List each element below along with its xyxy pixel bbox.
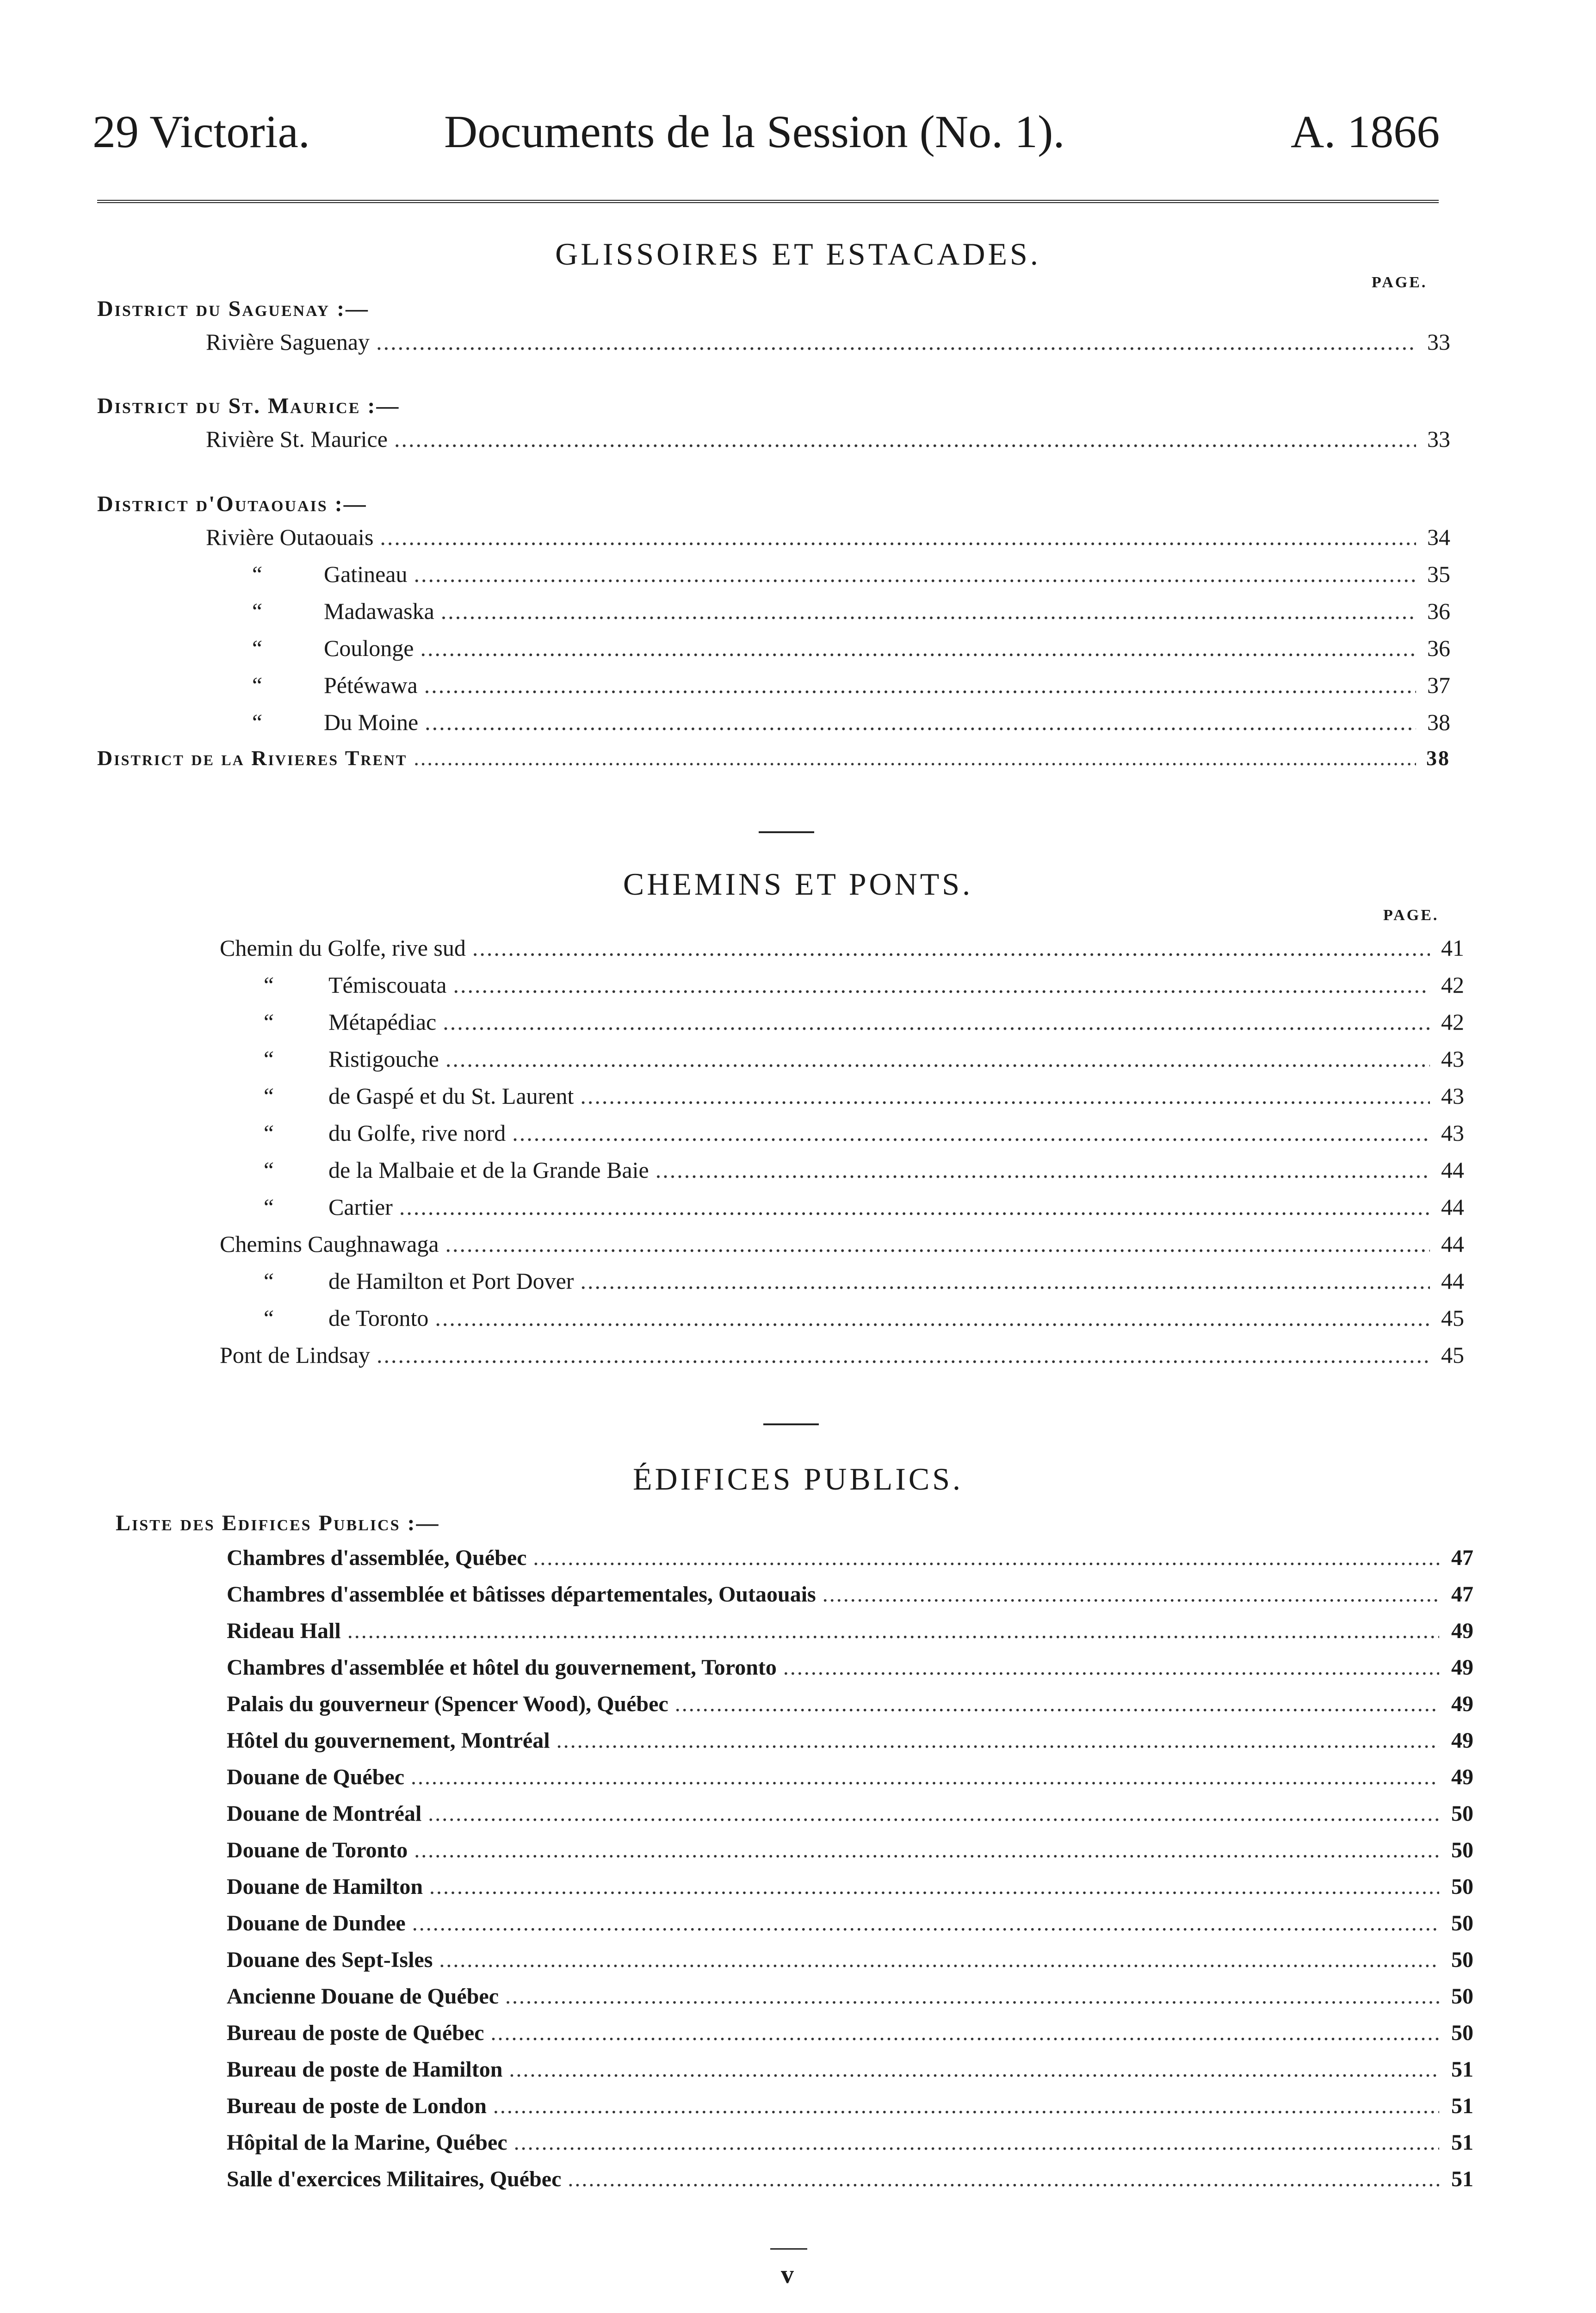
ditto-mark: “ <box>261 1083 274 1109</box>
entry-page: 34 <box>1427 524 1450 550</box>
entry-page: 33 <box>1427 329 1450 355</box>
toc-entry <box>227 1728 1473 1765</box>
ditto-mark: “ <box>261 1046 274 1072</box>
entry-page: 43 <box>1441 1083 1464 1109</box>
entry-label: Chambres d'assemblée et hôtel du gouvernement, Toronto <box>227 1655 777 1680</box>
toc-entry <box>261 971 1464 1008</box>
toc-entry <box>206 524 1450 561</box>
toc-entry <box>227 2057 1473 2094</box>
leader-dots <box>435 1305 1430 1331</box>
entry-label: Palais du gouverneur (Spencer Wood), Québec <box>227 1692 668 1716</box>
toc-entry <box>227 2093 1473 2130</box>
toc-entry <box>227 1911 1473 1948</box>
toc-entry <box>220 1231 1464 1268</box>
entry-page: 44 <box>1441 1157 1464 1183</box>
section-divider <box>763 1423 819 1425</box>
entry-page: 44 <box>1441 1194 1464 1220</box>
entry-label: Douane de Hamilton <box>227 1874 423 1899</box>
entry-page: 51 <box>1451 2167 1473 2191</box>
toc-entry <box>261 1194 1464 1231</box>
entry-page: 49 <box>1451 1765 1473 1789</box>
leader-dots <box>424 672 1416 699</box>
leader-dots <box>394 426 1416 452</box>
entry-label: Douane de Dundee <box>227 1911 406 1936</box>
toc-entry <box>261 1305 1464 1342</box>
district-saguenay-heading: District du Saguenay :— <box>97 297 370 321</box>
entry-label: Pont de Lindsay <box>220 1342 370 1368</box>
toc-entry <box>227 1691 1473 1728</box>
toc-entry <box>227 2166 1473 2203</box>
entry-page: 44 <box>1441 1268 1464 1294</box>
ditto-mark: “ <box>250 598 263 624</box>
entry-page: 38 <box>1426 746 1450 770</box>
leader-dots <box>399 1194 1430 1220</box>
entry-label: de la Malbaie et de la Grande Baie <box>328 1157 649 1183</box>
leader-dots <box>509 2057 1439 2082</box>
page-column-label: PAGE. <box>1383 907 1439 924</box>
ditto-mark: “ <box>261 1194 274 1220</box>
toc-entry <box>261 1119 1464 1156</box>
entry-page: 50 <box>1451 1948 1473 1972</box>
entry-page: 49 <box>1451 1728 1473 1753</box>
ditto-mark: “ <box>261 1305 274 1331</box>
header-session-year: 29 Victoria. <box>93 106 310 157</box>
toc-entry <box>261 1268 1464 1305</box>
entry-label: Ancienne Douane de Québec <box>227 1984 499 2009</box>
entry-label: Cartier <box>328 1194 393 1220</box>
entry-label: Douane de Toronto <box>227 1838 408 1862</box>
entry-label: Pétéwawa <box>324 672 418 698</box>
entry-page: 45 <box>1441 1342 1464 1368</box>
entry-label: Ristigouche <box>328 1046 439 1072</box>
entry-page: 49 <box>1451 1655 1473 1680</box>
leader-dots <box>472 934 1430 961</box>
toc-entry <box>250 561 1450 598</box>
leader-dots <box>414 746 1416 770</box>
leader-dots <box>512 1119 1430 1146</box>
entry-label: Chambres d'assemblée, Québec <box>227 1546 527 1570</box>
toc-entry <box>97 746 1450 783</box>
leader-dots <box>412 1911 1439 1936</box>
entry-page: 49 <box>1451 1692 1473 1716</box>
toc-entry <box>220 934 1464 971</box>
leader-dots <box>490 2020 1439 2046</box>
ditto-mark: “ <box>250 635 263 661</box>
entry-page: 38 <box>1427 709 1450 735</box>
entry-label: Rivière Saguenay <box>206 329 370 355</box>
entry-label: Rivière Outaouais <box>206 524 374 550</box>
entry-page: 50 <box>1451 1874 1473 1899</box>
entry-page: 50 <box>1451 1801 1473 1826</box>
entry-page: 43 <box>1441 1120 1464 1146</box>
leader-dots <box>439 1947 1439 1973</box>
leader-dots <box>514 2130 1439 2155</box>
entry-page: 47 <box>1451 1546 1473 1570</box>
leader-dots <box>414 561 1416 588</box>
ditto-mark: “ <box>261 1157 274 1183</box>
page-column-label: PAGE. <box>1372 274 1428 291</box>
ditto-mark: “ <box>261 972 274 998</box>
entry-page: 49 <box>1451 1619 1473 1643</box>
section-divider <box>759 831 814 833</box>
leader-dots <box>347 1618 1439 1644</box>
leader-dots <box>580 1268 1430 1294</box>
leader-dots <box>441 598 1416 625</box>
toc-entry <box>227 1764 1473 1801</box>
section-title-glissoires: GLISSOIRES ET ESTACADES. <box>555 236 1041 272</box>
toc-entry <box>261 1008 1464 1045</box>
entry-label: Chemins Caughnawaga <box>220 1231 439 1257</box>
entry-label: Hôtel du gouvernement, Montréal <box>227 1728 550 1753</box>
leader-dots <box>445 1045 1430 1072</box>
toc-entry <box>261 1045 1464 1082</box>
ditto-mark: “ <box>250 672 263 698</box>
header-rule <box>97 200 1439 203</box>
leader-dots <box>453 971 1430 998</box>
district-st-maurice-heading: District du St. Maurice :— <box>97 394 400 418</box>
section-title-chemins: CHEMINS ET PONTS. <box>623 866 973 902</box>
leader-dots <box>428 1801 1439 1826</box>
entry-label: Métapédiac <box>328 1009 437 1035</box>
toc-entry <box>227 1874 1473 1911</box>
district-trent-heading: District de la Rivieres Trent <box>97 746 408 770</box>
leader-dots <box>505 1984 1439 2009</box>
entry-label: Chambres d'assemblée et bâtisses départementales, Outaouais <box>227 1582 816 1607</box>
entry-label: Douane des Sept-Isles <box>227 1948 433 1972</box>
entry-label: de Gaspé et du St. Laurent <box>328 1083 574 1109</box>
entry-label: Gatineau <box>324 561 408 587</box>
entry-label: Témiscouata <box>328 972 447 998</box>
ditto-mark: “ <box>261 1009 274 1035</box>
toc-entry <box>261 1156 1464 1194</box>
district-outaouais-heading: District d'Outaouais :— <box>97 492 367 516</box>
leader-dots <box>675 1691 1439 1717</box>
entry-page: 42 <box>1441 1009 1464 1035</box>
ditto-mark: “ <box>261 1120 274 1146</box>
toc-entry <box>227 2130 1473 2167</box>
list-heading-edifices: Liste des Edifices Publics :— <box>116 1511 440 1535</box>
footer-rule <box>770 2248 807 2250</box>
toc-entry <box>227 2020 1473 2057</box>
entry-label: Rivière St. Maurice <box>206 426 388 452</box>
entry-label: Du Moine <box>324 709 419 735</box>
toc-entry <box>227 1984 1473 2021</box>
toc-entry <box>220 1342 1464 1379</box>
entry-page: 51 <box>1451 2057 1473 2082</box>
leader-dots <box>656 1156 1430 1183</box>
ditto-mark: “ <box>250 561 263 587</box>
entry-page: 36 <box>1427 598 1450 624</box>
entry-page: 50 <box>1451 2021 1473 2045</box>
entry-label: Salle d'exercices Militaires, Québec <box>227 2167 562 2191</box>
page-folio: v <box>781 2260 794 2289</box>
entry-label: de Toronto <box>328 1305 429 1331</box>
toc-entry <box>227 1801 1473 1838</box>
entry-label: Bureau de poste de Hamilton <box>227 2057 503 2082</box>
entry-page: 37 <box>1427 672 1450 698</box>
toc-entry <box>227 1618 1473 1655</box>
entry-page: 41 <box>1441 935 1464 961</box>
entry-page: 51 <box>1451 2130 1473 2155</box>
entry-page: 43 <box>1441 1046 1464 1072</box>
leader-dots <box>425 709 1416 736</box>
leader-dots <box>376 328 1416 355</box>
entry-label: du Golfe, rive nord <box>328 1120 506 1146</box>
ditto-mark: “ <box>250 709 263 735</box>
leader-dots <box>445 1231 1430 1257</box>
entry-page: 44 <box>1441 1231 1464 1257</box>
entry-label: Coulonge <box>324 635 414 661</box>
entry-page: 50 <box>1451 1984 1473 2009</box>
section-title-edifices: ÉDIFICES PUBLICS. <box>632 1461 964 1497</box>
leader-dots <box>414 1837 1439 1863</box>
header-year: A. 1866 <box>1291 106 1440 157</box>
leader-dots <box>411 1764 1439 1790</box>
entry-page: 36 <box>1427 635 1450 661</box>
leader-dots <box>420 635 1416 662</box>
ditto-mark: “ <box>261 1268 274 1294</box>
entry-page: 42 <box>1441 972 1464 998</box>
entry-page: 35 <box>1427 561 1450 587</box>
entry-page: 50 <box>1451 1911 1473 1936</box>
entry-page: 33 <box>1427 426 1450 452</box>
toc-entry <box>261 1082 1464 1119</box>
leader-dots <box>533 1545 1439 1571</box>
entry-label: Bureau de poste de Québec <box>227 2021 484 2045</box>
leader-dots <box>568 2166 1439 2192</box>
toc-entry <box>250 709 1450 746</box>
toc-entry <box>250 672 1450 709</box>
leader-dots <box>493 2093 1439 2119</box>
entry-label: Douane de Québec <box>227 1765 404 1789</box>
toc-entry <box>206 426 1450 463</box>
entry-label: de Hamilton et Port Dover <box>328 1268 574 1294</box>
toc-entry <box>250 598 1450 635</box>
toc-entry <box>227 1582 1473 1619</box>
leader-dots <box>429 1874 1439 1899</box>
toc-entry <box>250 635 1450 672</box>
entry-label: Madawaska <box>324 598 434 624</box>
leader-dots <box>380 524 1416 550</box>
leader-dots <box>783 1655 1439 1680</box>
entry-label: Rideau Hall <box>227 1619 341 1643</box>
leader-dots <box>443 1008 1430 1035</box>
entry-page: 47 <box>1451 1582 1473 1607</box>
leader-dots <box>823 1582 1439 1607</box>
entry-label: Douane de Montréal <box>227 1801 422 1826</box>
header-document-title: Documents de la Session (No. 1). <box>444 106 1065 157</box>
toc-entry <box>227 1655 1473 1692</box>
entry-page: 50 <box>1451 1838 1473 1862</box>
entry-page: 45 <box>1441 1305 1464 1331</box>
toc-entry <box>227 1545 1473 1582</box>
toc-entry <box>227 1947 1473 1984</box>
toc-entry <box>206 328 1450 365</box>
toc-entry <box>227 1837 1473 1874</box>
leader-dots <box>557 1728 1439 1753</box>
leader-dots <box>377 1342 1430 1368</box>
entry-label: Hôpital de la Marine, Québec <box>227 2130 507 2155</box>
entry-label: Bureau de poste de London <box>227 2094 487 2118</box>
leader-dots <box>580 1082 1430 1109</box>
entry-label: Chemin du Golfe, rive sud <box>220 935 466 961</box>
entry-page: 51 <box>1451 2094 1473 2118</box>
